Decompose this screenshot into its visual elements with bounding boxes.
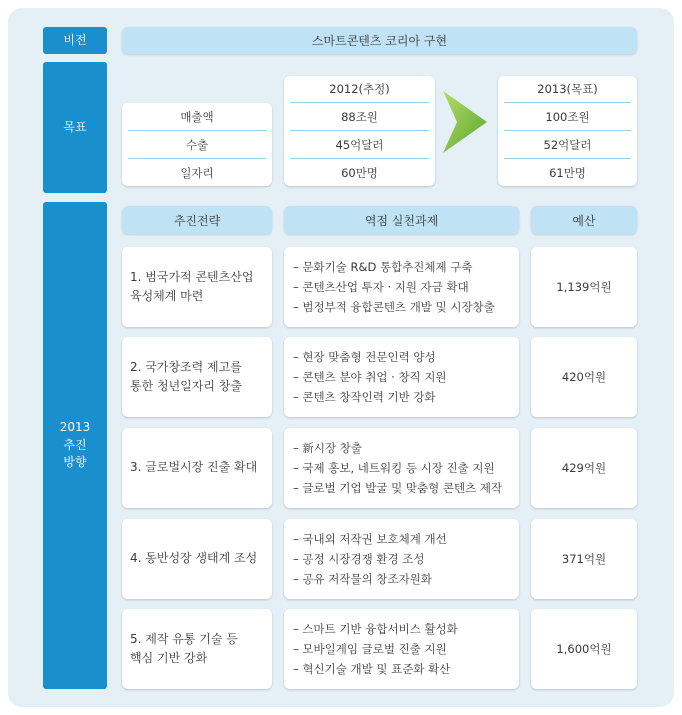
goal-2012-value: 60만명 <box>341 165 378 180</box>
goal-2013-value: 61만명 <box>549 165 586 180</box>
budget-cell: 1,139억원 <box>531 247 637 327</box>
strategy-text: 5. 제작 유통 기술 등 핵심 기반 강화 <box>130 631 238 665</box>
vision-label: 비전 <box>43 27 107 54</box>
strategy-text: 2. 국가창조력 제고를 통한 청년일자리 창출 <box>130 359 242 393</box>
task-item: – 모바일게임 글로벌 진출 지원 <box>293 641 447 656</box>
strategy-cell <box>122 519 272 599</box>
tasks-cell <box>284 428 519 508</box>
tasks-cell <box>284 519 519 599</box>
vision-text: 스마트콘텐츠 코리아 구현 <box>122 27 637 54</box>
strategy-text: 3. 글로벌시장 진출 확대 <box>130 460 258 475</box>
goal-2013-value: 52억달러 <box>543 137 592 152</box>
goal-2013-value: 100조원 <box>545 109 590 124</box>
strategy-text: 1. 범국가적 콘텐츠산업 육성체계 마련 <box>130 269 254 303</box>
goal-row-name: 수출 <box>185 137 209 152</box>
budget-cell: 1,600억원 <box>531 609 637 689</box>
tasks-cell <box>284 247 519 327</box>
goal-2013-header: 2013(목표) <box>537 82 598 96</box>
task-item: – 공정 시장경쟁 환경 조성 <box>293 551 425 566</box>
task-item: – 혁신기술 개발 및 표준화 확산 <box>293 662 451 677</box>
budget-cell: 371억원 <box>531 519 637 599</box>
task-item: – 현장 맞춤형 전문인력 양성 <box>293 349 436 364</box>
goal-2013-box <box>498 76 637 186</box>
header-budget: 예산 <box>531 206 637 234</box>
task-item: – 콘텐츠 분야 취업 · 창직 지원 <box>293 369 447 384</box>
goal-names-box <box>122 103 272 186</box>
direction-label: 2013 추진 방향 <box>43 202 107 689</box>
strategy-cell <box>122 247 272 327</box>
goal-2012-header: 2012(추정) <box>329 82 390 96</box>
goal-2012-value: 88조원 <box>341 109 378 124</box>
budget-cell: 429억원 <box>531 428 637 508</box>
task-item: – 스마트 기반 융합서비스 활성화 <box>293 621 458 636</box>
goal-2012-value: 45억달러 <box>335 137 384 152</box>
tasks-cell <box>284 609 519 689</box>
strategy-text: 4. 동반성장 생태계 조성 <box>130 551 258 566</box>
task-item: – 공유 저작물의 창조자원화 <box>293 572 432 587</box>
goal-row-name: 일자리 <box>180 165 214 180</box>
task-item: – 콘텐츠산업 투자 · 지원 자금 확대 <box>293 279 469 294</box>
header-tasks: 역점 실천과제 <box>284 206 519 234</box>
goal-2012-box <box>284 76 435 186</box>
header-strategy: 추진전략 <box>122 206 272 234</box>
task-item: – 新시장 창출 <box>293 440 362 455</box>
right-arrow-icon <box>443 91 487 153</box>
task-item: – 국내외 저작권 보호체계 개선 <box>293 531 447 546</box>
goal-label: 목표 <box>43 62 107 193</box>
task-item: – 콘텐츠 창작인력 기반 강화 <box>293 390 436 405</box>
task-item: – 문화기술 R&D 통합추진체제 구축 <box>293 259 473 274</box>
strategy-cell <box>122 428 272 508</box>
strategy-cell <box>122 609 272 689</box>
tasks-cell <box>284 337 519 417</box>
goal-row-name: 매출액 <box>180 109 214 124</box>
task-item: – 글로벌 기업 발굴 및 맞춤형 콘텐츠 제작 <box>293 481 503 496</box>
strategy-cell <box>122 337 272 417</box>
task-item: – 국제 홍보, 네트워킹 등 시장 진출 지원 <box>293 460 495 475</box>
task-item: – 범정부적 융합콘텐츠 개발 및 시장창출 <box>293 300 495 315</box>
budget-cell: 420억원 <box>531 337 637 417</box>
